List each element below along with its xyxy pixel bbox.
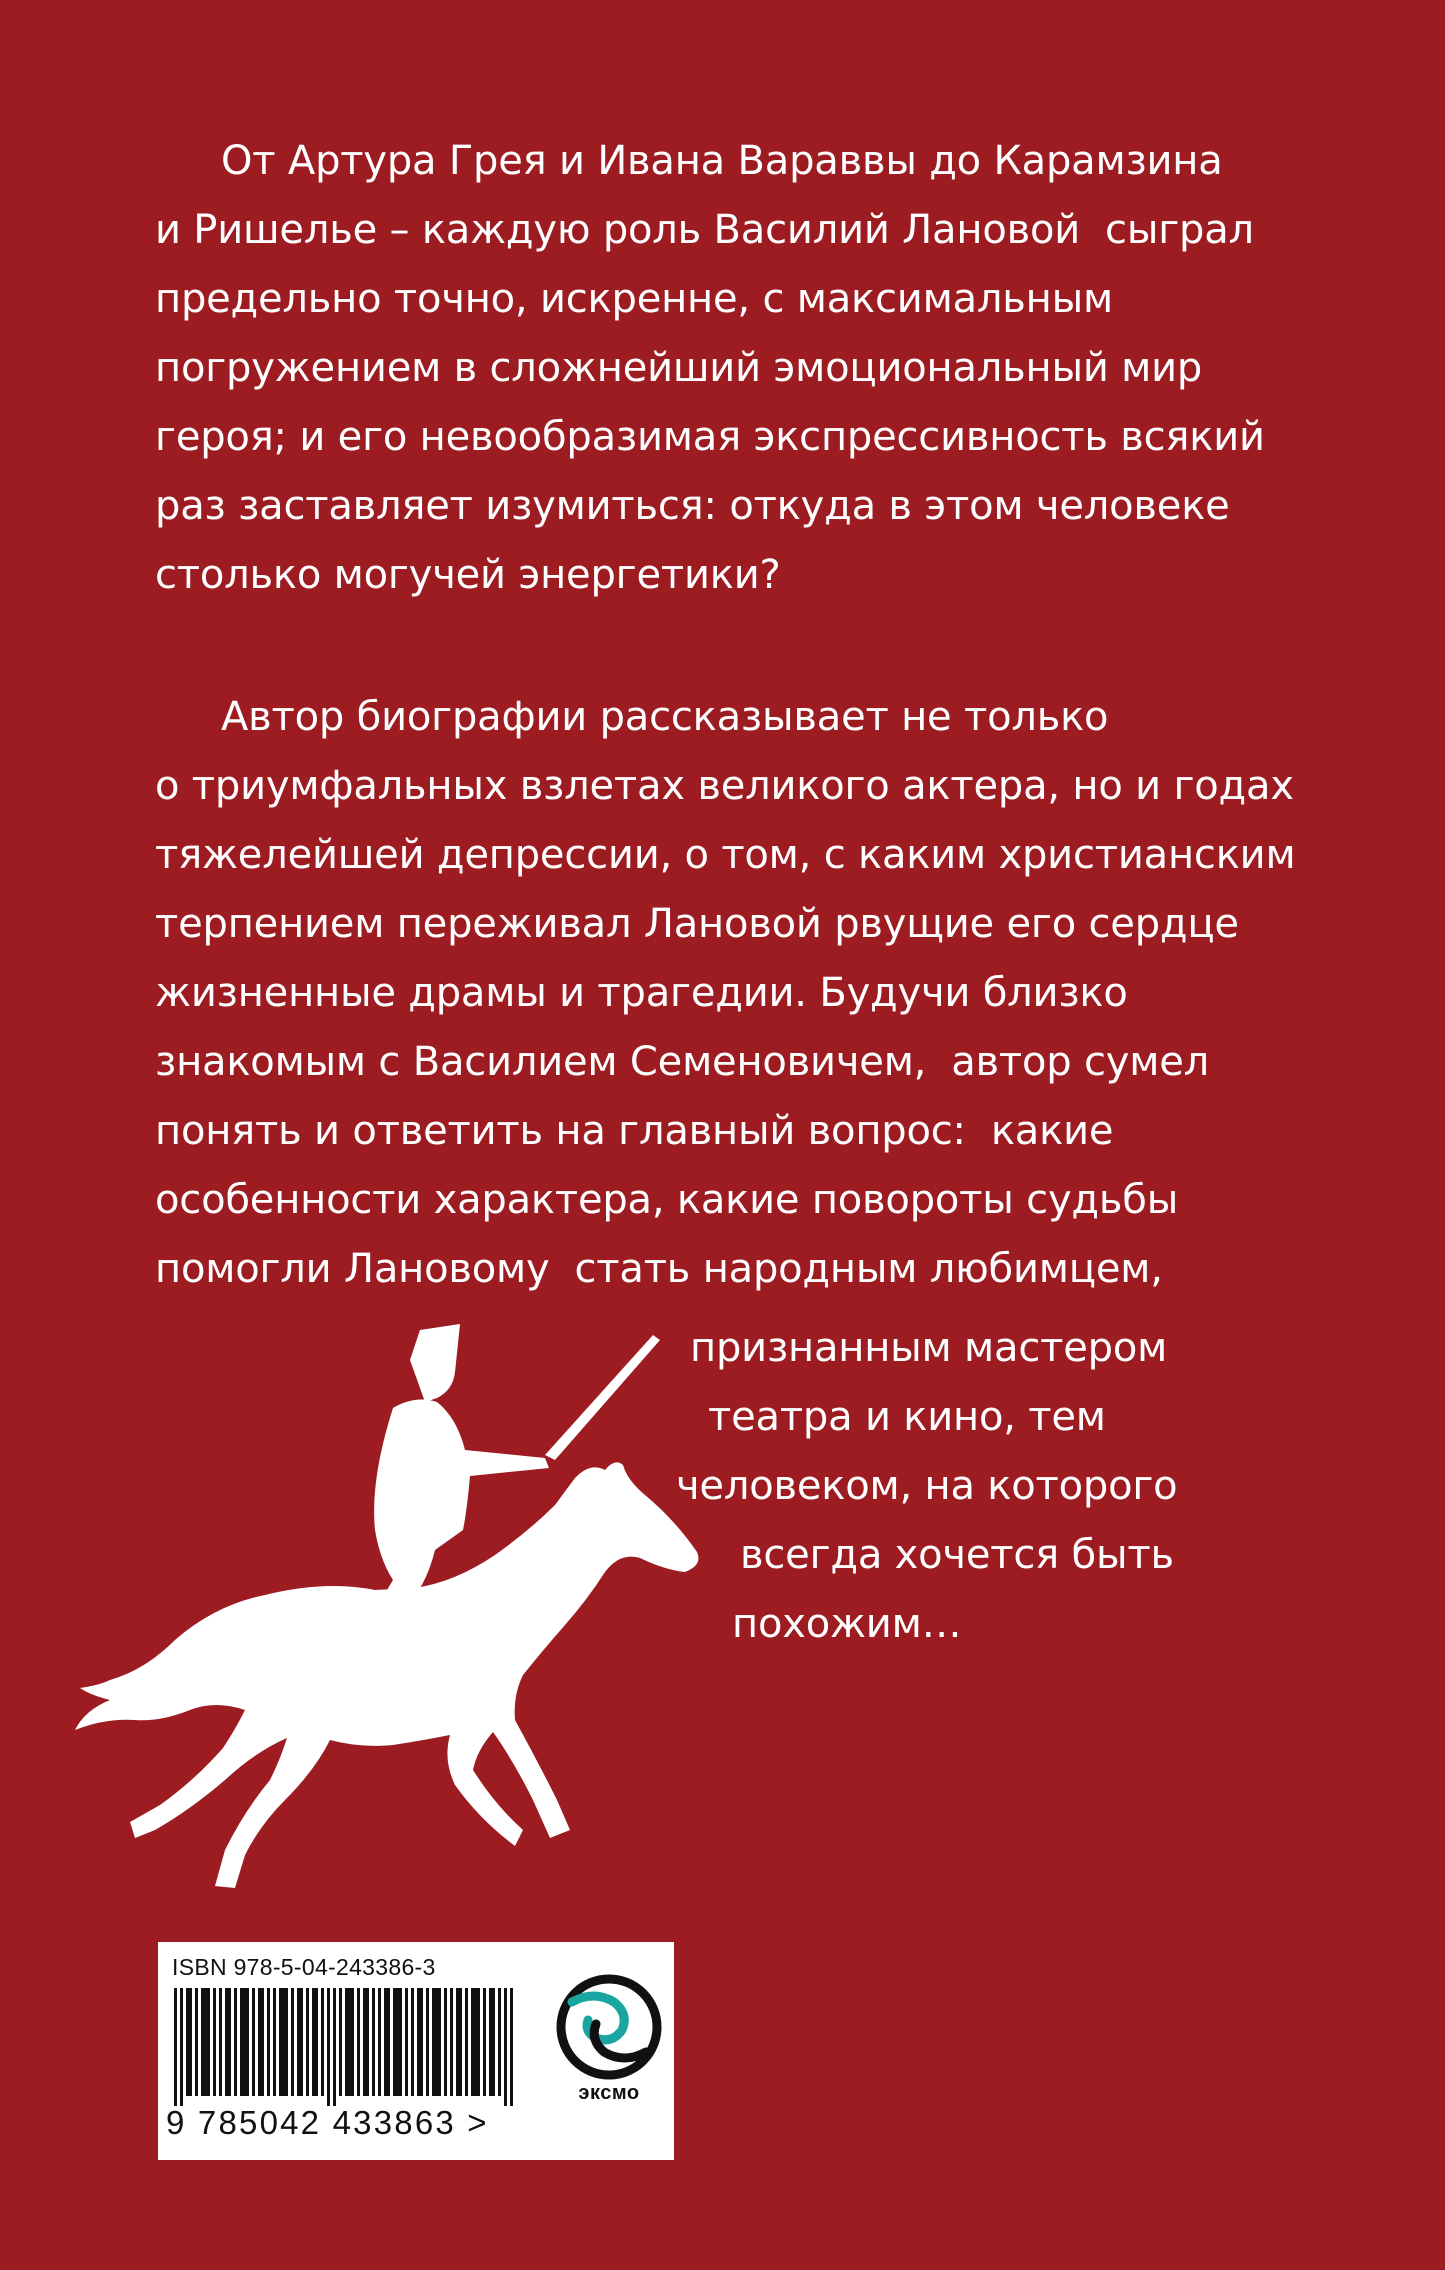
- text-line: похожим…: [732, 1601, 962, 1647]
- text-line: признанным мастером: [690, 1325, 1168, 1371]
- text-line: раз заставляет изумиться: откуда в этом человеке: [155, 483, 1230, 529]
- text-line: столько могучей энергетики?: [155, 552, 781, 598]
- barcode-bars: [174, 1988, 534, 2106]
- text-line: о триумфальных взлетах великого актера, но и годах: [155, 763, 1294, 809]
- text-line: От Артура Грея и Ивана Вараввы до Карамзина: [221, 138, 1223, 184]
- text-line: героя; и его невообразимая экспрессивность всякий: [155, 414, 1265, 460]
- text-line: понять и ответить на главный вопрос: какие: [155, 1108, 1114, 1154]
- text-line: тяжелейшей депрессии, о том, с каким христианским: [155, 832, 1296, 878]
- paragraph-2: [155, 683, 1315, 1304]
- text-line: жизненные драмы и трагедии. Будучи близко: [155, 970, 1128, 1016]
- paragraph-1: [155, 127, 1315, 610]
- text-line: погружением в сложнейший эмоциональный мир: [155, 345, 1203, 391]
- horse-rider-silhouette-icon: [75, 1290, 715, 1910]
- text-line: и Ришелье – каждую роль Василий Лановой сыграл: [155, 207, 1254, 253]
- text-line: предельно точно, искренне, с максимальным: [155, 276, 1113, 322]
- text-line: помогли Лановому стать народным любимцем,: [155, 1246, 1163, 1292]
- text-line: знакомым с Василием Семеновичем, автор сумел: [155, 1039, 1209, 1085]
- text-line: человеком, на которого: [676, 1463, 1178, 1509]
- text-line: особенности характера, какие повороты судьбы: [155, 1177, 1179, 1223]
- isbn-text: ISBN 978-5-04-243386-3: [172, 1954, 436, 1980]
- barcode-label: [158, 1942, 674, 2160]
- ean-number: 9 785042 433863 >: [166, 2104, 489, 2141]
- publisher-name: эксмо: [578, 2082, 640, 2104]
- text-line: Автор биографии рассказывает не только: [221, 694, 1109, 740]
- text-line: терпением переживал Лановой рвущие его сердце: [155, 901, 1239, 947]
- text-line: всегда хочется быть: [740, 1532, 1174, 1578]
- text-line: театра и кино, тем: [708, 1394, 1106, 1440]
- eksmo-logo-icon: [554, 1972, 664, 2082]
